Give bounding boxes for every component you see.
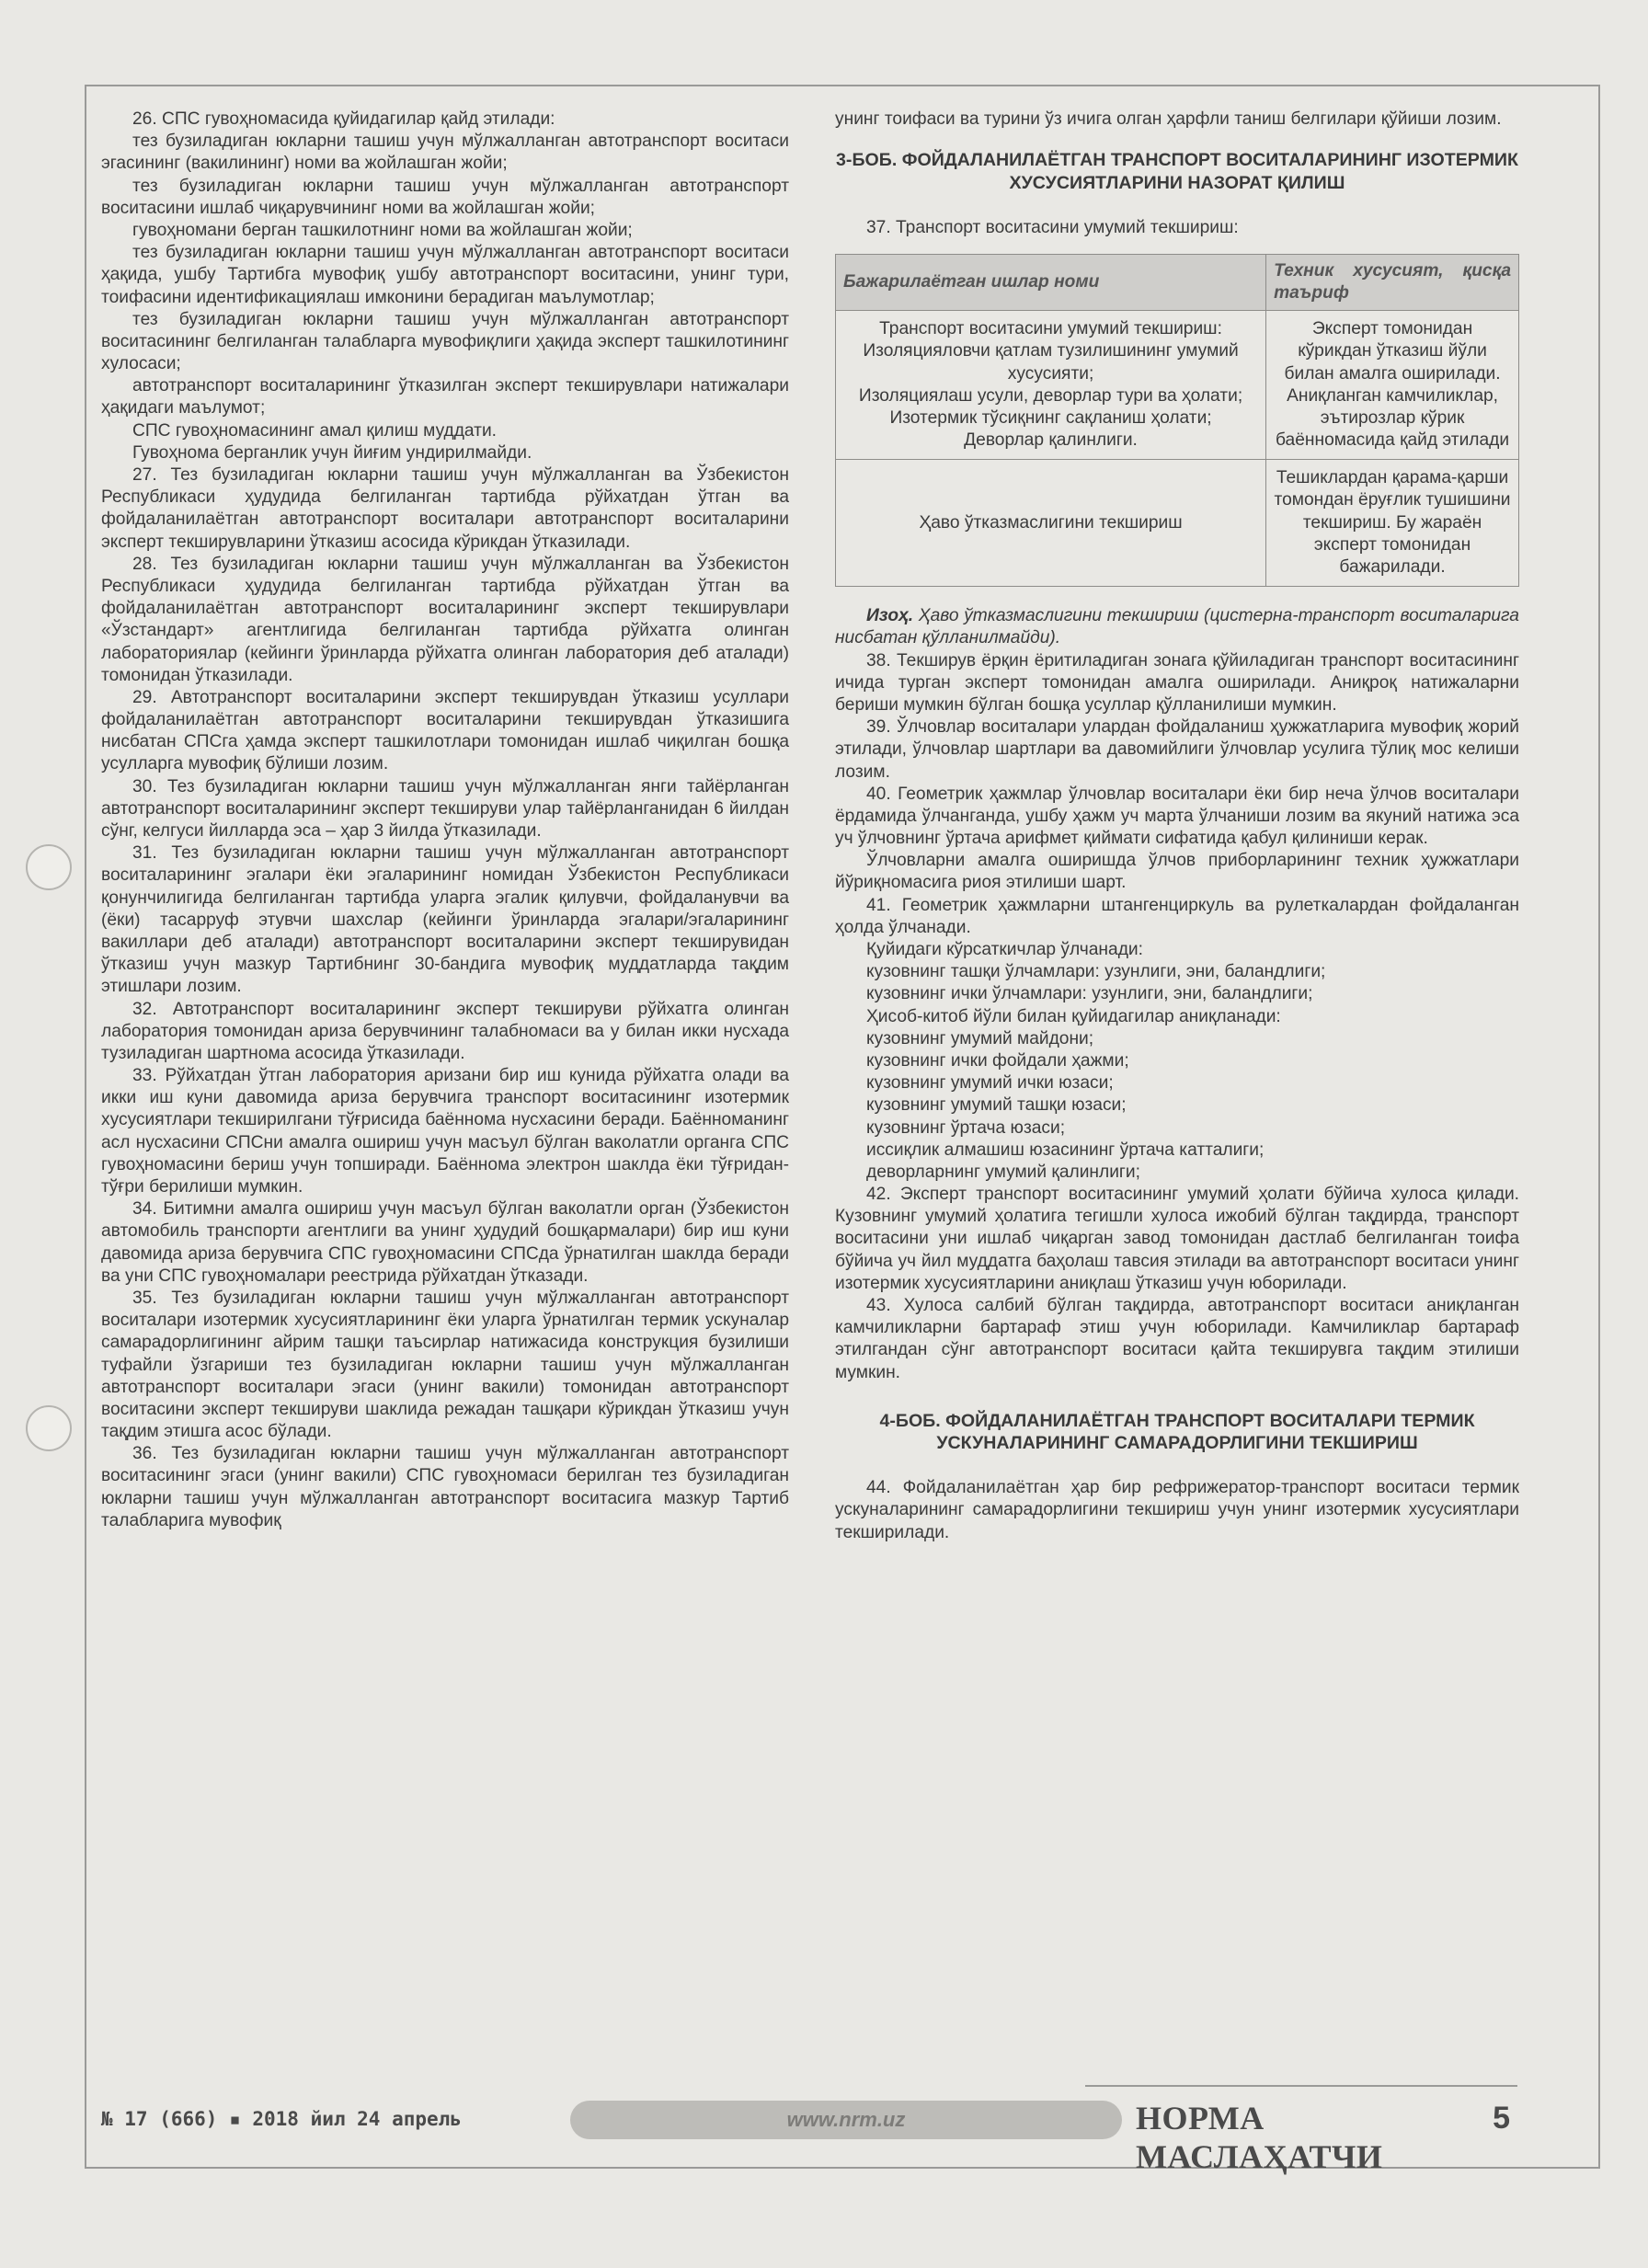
list-item: Ҳисоб-китоб йўли билан қуйидагилар аниқланади: [866,1006,1281,1026]
paragraph-34: 34. Битимни амалга ошириш учун масъул бўлган ваколатли орган (Ўзбекистон автомобиль транспорти агентлиги ва унинг ҳудудий бошқармалари) бир иш куни давомида ариза берувчига СПС гувоҳномасини СПСда ўрнатилган шаклда беради ва уни СПС гувоҳномалари реестрида рўйхатдан ўтказади. [101,1199,789,1286]
note-text: Ҳаво ўтказмаслигини текшириш (цистерна-транспорт воситаларига нисбатан қўлланилмайди). [835,606,1519,648]
paragraph-26: 26. СПС гувоҳномасида қуйидагилар қайд этилади: [132,109,555,129]
paragraph-27: 27. Тез бузиладиган юкларни ташиш учун мўлжалланган ва Ўзбекистон Республикаси ҳудудида белгиланган тартибда рўйхатдан ўтган ва фойдаланилаётган автотранспорт воситалари автотранспорт воситаларини эксперт текширувларини ўтказиш асосида кўрикдан ўтказилади. [101,465,789,552]
table-note [835,605,1519,649]
list-item: кузовнинг ташқи ўлчамлари: узунлиги, эни, баландлиги; [866,962,1326,982]
table-cell-tech: Эксперт томонидан кўрикдан ўтказиш йўли билан амалга оширилади. Аниқланган камчиликлар, эътирозлар кўрик баённомасида қайд этилади [1266,311,1519,460]
cell-line: Изоляциялаш усули, деворлар тури ва ҳолати; [858,385,1243,406]
list-item: кузовнинг ички ўлчамлари: узунлиги, эни, баландлиги; [866,984,1313,1004]
cell-line: Изотермик тўсиқнинг сақланиш ҳолати; [889,407,1212,428]
table-row [836,311,1519,460]
table-cell-work [836,311,1266,460]
cell-line: Деворлар қалинлиги. [964,430,1138,451]
paragraph-33: 33. Рўйхатдан ўтган лаборатория аризани бир иш кунида рўйхатга олади ва икки иш куни давомида ариза берувчига транспорт воситасининг изотермик хусусиятлари текширилгани тўғрисида баённома нусхасини беради. Баённоманинг асл нусхасини СПСни амалга ошириш учун масъул бўлган ваколатли органга СПС гувоҳномасини бериш учун топширади. Баённома электрон шаклда ёки тўғридан-тўғри берилиши мумкин. [101,1066,789,1197]
left-column [101,109,789,1532]
paragraph-36-continued: унинг тоифаси ва турини ўз ичига олган ҳарфли таниш белгилари қўйиши лозим. [835,109,1502,129]
punch-hole-top [26,844,72,890]
right-column [835,109,1519,1544]
footer-rule [1085,2085,1517,2087]
paragraph-42: 42. Эксперт транспорт воситасининг умумий ҳолати бўйича хулоса қилади. Кузовнинг умумий ҳолатига тегишли хулоса ижобий бўлган тақдирда, транспорт воситасини уни ишлаб чиқарган завод томонидан дастлаб белгиланган тоифа бўйича уч йил муддатга баҳолаш тавсия этилади ва автотранспорт воситаси унинг изотермик хусусиятларини аниқлаш ўтказиш учун юборилади. [835,1185,1519,1293]
note-label: Изоҳ. [866,606,914,626]
chapter-4-heading: 4-БОБ. ФОЙДАЛАНИЛАЁТГАН ТРАНСПОРТ ВОСИТАЛАРИ ТЕРМИК УСКУНАЛАРИНИНГ САМАРАДОРЛИГИНИ ТЕКШИРИШ [879,1410,1475,1454]
table-header-tech: Техник хусусият, қисқа таъриф [1266,254,1519,310]
paragraph-39: 39. Ўлчовлар воситалари улардан фойдаланиш ҳужжатларига мувофиқ жорий этилади, ўлчовлар шартлари ва давомийлиги ўлчовлар усулига тўлиқ мос келиши лозим. [835,717,1519,782]
issue-info: № 17 (666) ▪ 2018 йил 24 апрель [101,2108,462,2130]
paragraph-32: 32. Автотранспорт воситаларининг эксперт текшируви рўйхатга олинган лаборатория томонидан ариза берувчининг талабномаси ва у билан икки нусхада тузиладиган шартнома асосида ўтказилади. [101,999,789,1063]
paragraph-43: 43. Хулоса салбий бўлган тақдирда, автотранспорт воситаси аниқланган камчиликларни бартараф этиш учун юборилади. Камчиликлар бартараф этилгандан сўнг автотранспорт воситаси қайта текширувга тақдим этилиши мумкин. [835,1296,1519,1382]
list-item: кузовнинг умумий ташқи юзаси; [866,1095,1127,1116]
website-link[interactable]: www.nrm.uz [570,2101,1122,2139]
paragraph-36: 36. Тез бузиладиган юкларни ташиш учун мўлжалланган автотранспорт воситасининг эгаси (унинг вакили) СПС гувоҳномаси берилган тез бузиладиган юкларни ташиш учун мўлжалланган автотранспорт воситасига мазкур Тартиб талабларига мувофиқ [101,1444,789,1530]
list-item: кузовнинг умумий ички юзаси; [866,1073,1114,1094]
cell-line: Изоляцияловчи қатлам тузилишининг умумий хусусияти; [863,341,1239,384]
publication-logo: НОРМА МАСЛАҲАТЧИ [1136,2100,1383,2175]
list-item: кузовнинг ички фойдали ҳажми; [866,1050,1129,1071]
paragraph-29: 29. Автотранспорт воситаларини эксперт текширувдан ўтказиш усуллари фойдаланилаётган автотранспорт воситаларини текширувдан ўтказишига нисбатан СПСга ҳамда эксперт ташкилотлари томонидан ишлаб чиқилган бошқа усулларга мувофиқ бўлиши лозим. [101,687,789,774]
paragraph-30: 30. Тез бузиладиган юкларни ташиш учун мўлжалланган янги тайёрланган автотранспорт воситаларининг эксперт текшируви улар тайёрланганидан 6 йилдан сўнг, келгуси йилларда эса – ҳар 3 йилда ўтказилади. [101,776,789,841]
page-footer [101,2097,1519,2175]
list-item: автотранспорт воситаларининг ўтказилган эксперт текширувлари натижалари ҳақидаги маълумот; [101,376,789,418]
punch-hole-bottom [26,1405,72,1451]
inspection-table [835,254,1519,587]
paragraph-31: 31. Тез бузиладиган юкларни ташиш учун мўлжалланган автотранспорт воситаларининг эгалари ёки эгаларининг номидан Ўзбекистон Республикаси қонунчилигида белгиланган тартибда уларга эгалик қилувчи, фойдаланувчи ва (ёки) тасарруф этувчи шахслар (кейинги ўринларда эгалари/эгаларининг вакиллари деб аталади) автотранспорт воситаларини эксперт текширувидан ўтказиш учун мазкур Тартибнинг 30-бандига мувофиқ муддатларда тақдим этишлари лозим. [101,843,789,997]
list-item: Қуйидаги кўрсаткичлар ўлчанади: [866,940,1143,959]
list-item: гувоҳномани берган ташкилотнинг номи ва жойлашган жойи; [132,220,633,240]
list-item: деворларнинг умумий қалинлиги; [866,1162,1140,1182]
cell-line: Транспорт воситасини умумий текшириш: [879,319,1222,339]
list-item: тез бузиладиган юкларни ташиш учун мўлжалланган автотранспорт воситаси ҳақида, ушбу Тартибга мувофиқ ушбу автотранспорт воситасини, унинг тури, тоифасини идентификациялаш имконини берадиган маълумотлар; [101,243,789,307]
list-item: тез бузиладиган юкларни ташиш учун мўлжалланган автотранспорт воситасининг белгиланган талабларга мувофиқлиги ҳақида эксперт ташкилотининг хулосаси; [101,309,789,374]
paragraph-37: 37. Транспорт воситасини умумий текшириш: [866,217,1239,237]
list-item: иссиқлик алмашиш юзасининг ўртача катталиги; [866,1140,1265,1160]
paragraph-44: 44. Фойдаланилаётган ҳар бир рефрижератор-транспорт воситаси термик ускуналарининг самарадорлигини текшириш учун унинг изотермик хусусиятлари текширилади. [835,1478,1519,1542]
paragraph-41: 41. Геометрик ҳажмларни штангенциркуль ва рулеткалардан фойдаланган ҳолда ўлчанади. [835,895,1519,937]
paragraph-40-note: Ўлчовларни амалга оширишда ўлчов приборларининг техник ҳужжатлари йўриқномасига риоя этилиши шарт. [835,851,1519,893]
paragraph-38: 38. Текширув ёрқин ёритиладиган зонага қўйиладиган транспорт воситасининг ичида турган эксперт томонидан амалга оширилади. Аниқроқ натижаларни бериши мумкин бўлган бошқа усуллар қўлланилиши мумкин. [835,650,1519,715]
table-cell-tech: Тешиклардан қарама-қарши томондан ёруғлик тушишини текшириш. Бу жараён эксперт томонидан бажарилади. [1266,460,1519,587]
table-header-work: Бажарилаётган ишлар номи [836,254,1266,310]
list-item: кузовнинг ўртача юзаси; [866,1117,1066,1138]
paragraph-28: 28. Тез бузиладиган юкларни ташиш учун мўлжалланган ва Ўзбекистон Республикаси ҳудудида белгиланган тартибда рўйхатдан ўтган ва фойдаланилаётган автотранспорт воситаларининг эксперт текширувлари «Ўзстандарт» агентлигида белгиланган тартибда рўйхатга олинган лабораториялар (кейинги ўринларда рўйхатга олинган лаборатория деб аталади) томонидан ўтказилади. [101,554,789,685]
paragraph-40: 40. Геометрик ҳажмлар ўлчовлар воситалари ёки бир неча ўлчов воситалари ёрдамида ўлчанганда, ушбу ҳажм уч марта ўлчаниши лозим ва якуний натижа эса уч ўлчовнинг ўртача арифмет қиймати сифатида қабул қилиниши керак. [835,784,1519,849]
chapter-3-heading: 3-БОБ. ФОЙДАЛАНИЛАЁТГАН ТРАНСПОРТ ВОСИТАЛАРИНИНГ ИЗОТЕРМИК ХУСУСИЯТЛАРИНИ НАЗОРАТ ҚИЛИШ [836,150,1518,193]
table-row [836,460,1519,587]
paragraph-35: 35. Тез бузиладиган юкларни ташиш учун мўлжалланган автотранспорт воситалари изотермик хусусиятларининг ёки уларга ўрнатилган термик ускуналар самарадорлигининг айрим ташқи таъсирлар натижасида конструкция бузилиши туфайли ўзгариши тез бузиладиган юкларни ташиш учун мўлжалланган автотранспорт воситалари эгаси (унинг вакили) томонидан автотранспорт воситасини эксперт текшируви шаклида режадан ташқари кўрикдан ўтказиш учун тақдим этишга асос бўлади. [101,1288,789,1442]
page-number: 5 [1493,2101,1510,2136]
list-item: СПС гувоҳномасининг амал қилиш муддати. [132,420,498,441]
list-item: кузовнинг умумий майдони; [866,1028,1094,1048]
table-cell-work: Ҳаво ўтказмаслигини текшириш [836,460,1266,587]
list-item: тез бузиладиган юкларни ташиш учун мўлжалланган автотранспорт воситасини ишлаб чиқарувчининг номи ва жойлашган жойи; [101,176,789,218]
list-item: тез бузиладиган юкларни ташиш учун мўлжалланган автотранспорт воситаси эгасининг (вакилининг) номи ва жойлашган жойи; [101,132,789,174]
list-item: Гувоҳнома берганлик учун йиғим ундирилмайди. [132,442,532,463]
